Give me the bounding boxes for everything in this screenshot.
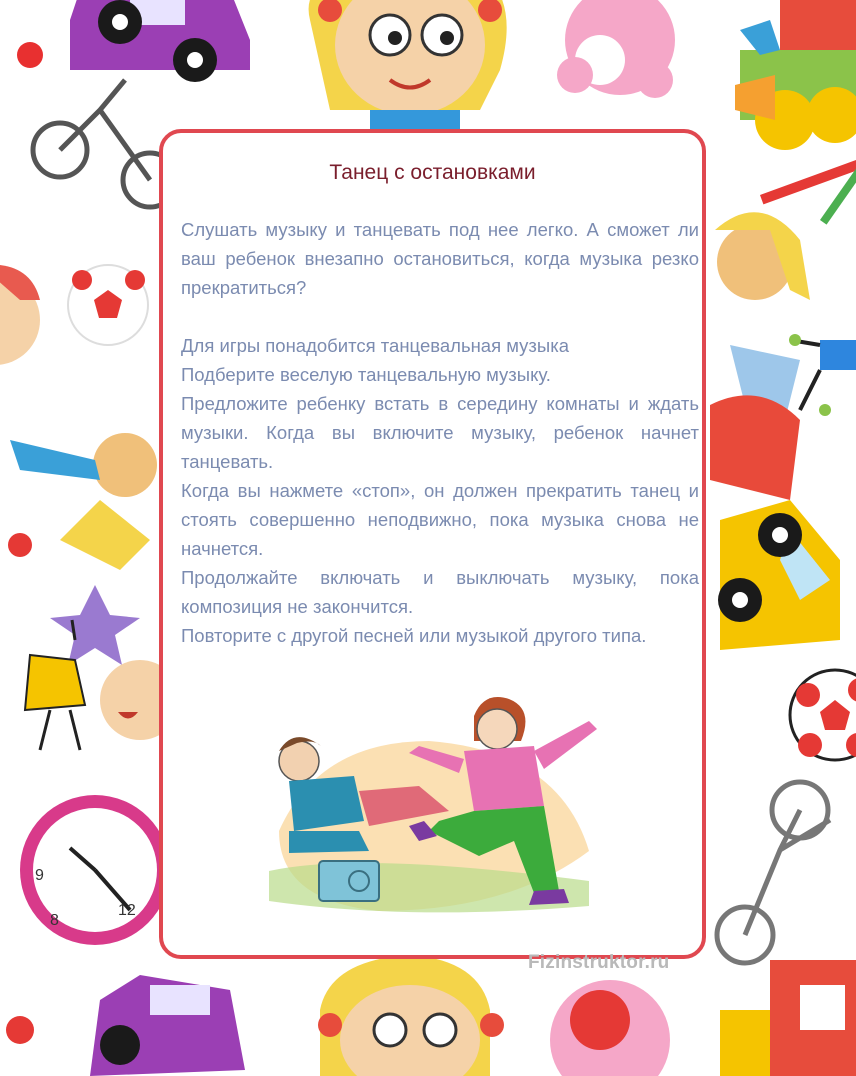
girl-face-icon: [309, 0, 507, 130]
step-item: Предложите ребенку встать в середину комнаты и ждать музыки. Когда вы включите музыку, ребенок начнет танцевать.: [181, 393, 699, 472]
step-item: Для игры понадобится танцевальная музыка: [181, 335, 569, 356]
soccer-ball-icon: [790, 670, 856, 760]
star-icon: [50, 585, 140, 665]
doll-icon: [10, 433, 157, 570]
bicycle-icon: [717, 782, 830, 963]
cloth-icon: [710, 395, 800, 500]
pink-bear-icon: [557, 0, 675, 98]
page-title: Танец с остановками: [329, 161, 536, 184]
step-item: Когда вы нажмете «стоп», он должен прекратить танец и стоять совершенно неподвижно, пока музыка снова не начнется.: [181, 480, 699, 559]
step-item: Повторите с другой песней или музыкой другого типа.: [181, 625, 647, 646]
dress-figure-icon: [25, 620, 85, 750]
watermark: Fizinstruktor.ru: [528, 952, 670, 973]
toy-car-icon: [70, 0, 250, 82]
soccer-ball-icon: [68, 265, 148, 345]
dance-illustration: [259, 681, 609, 941]
doll-icon: [715, 212, 810, 300]
clock-icon: [20, 795, 170, 945]
pink-bear-icon: [550, 980, 670, 1076]
svg-text:9: 9: [35, 867, 44, 884]
svg-text:12: 12: [118, 902, 136, 919]
bicycle-icon: [33, 80, 177, 207]
step-item: Продолжайте включать и выключать музыку, пока композиция не закончится.: [181, 567, 699, 617]
toy-car-icon: [90, 975, 245, 1076]
steps-block: [181, 331, 699, 650]
pencil-icon: [760, 157, 856, 224]
toy-train-icon: [735, 0, 856, 150]
instruction-card: [159, 129, 706, 959]
toy-train-icon: [720, 960, 856, 1076]
yellow-car-icon: [718, 500, 840, 650]
boy-face-icon: [0, 264, 40, 365]
intro-text: Слушать музыку и танцевать под нее легко. А сможет ли ваш ребенок внезапно остановиться, когда музыка резко прекратиться?: [181, 219, 699, 298]
step-item: Подберите веселую танцевальную музыку.: [181, 364, 551, 385]
intro-paragraph: [181, 215, 699, 302]
radio-icon: [319, 861, 379, 901]
girl-face-icon: [318, 955, 504, 1076]
boy-figure-icon: [789, 334, 856, 416]
svg-text:8: 8: [50, 912, 59, 929]
